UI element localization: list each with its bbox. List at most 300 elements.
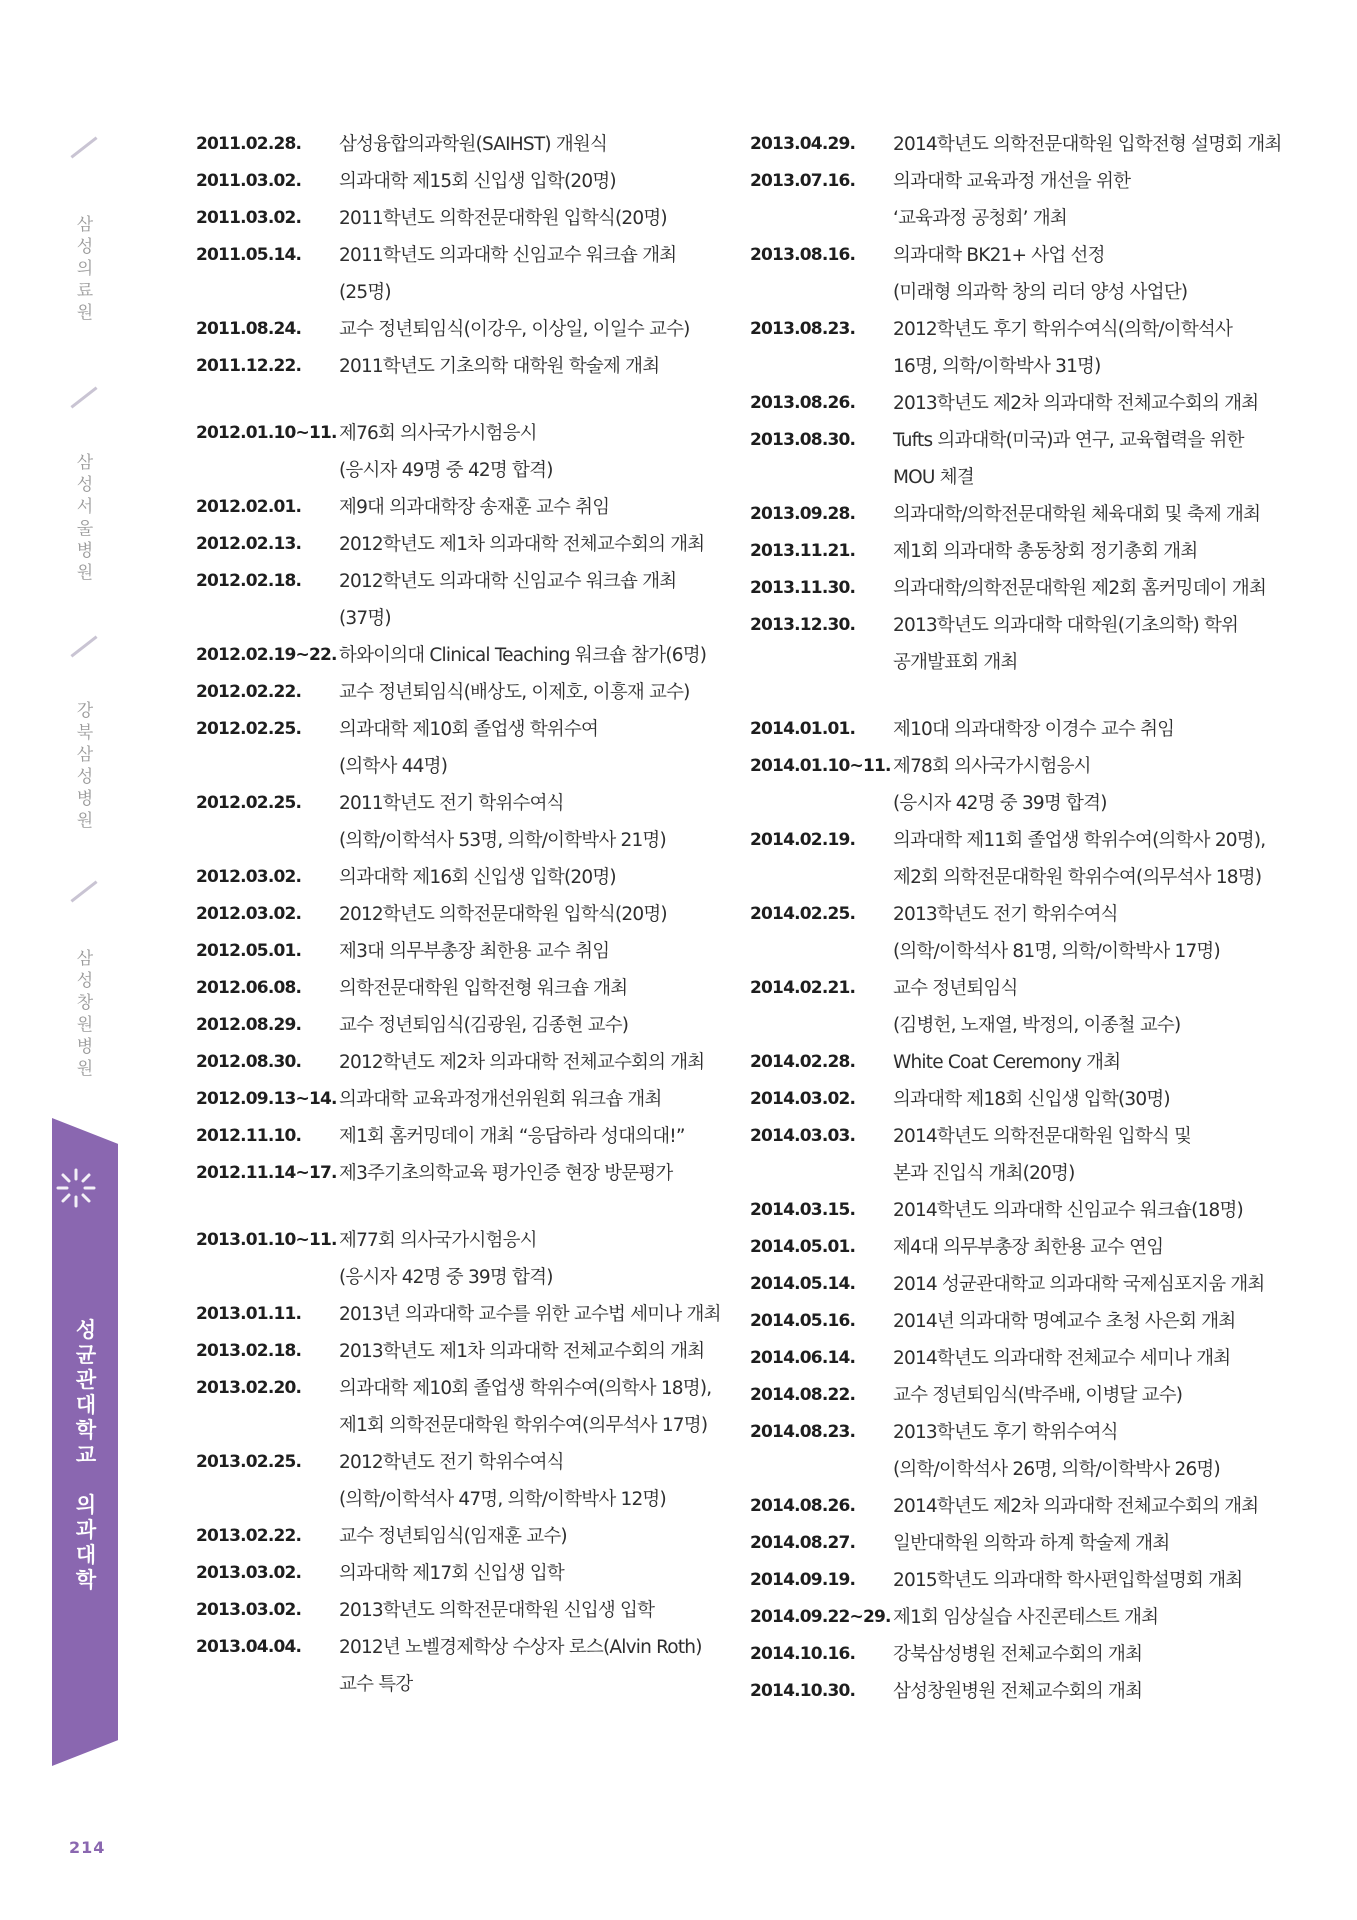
entry-description-line: 본과 진입식 개최(20명) <box>893 1163 1075 1184</box>
active-side-tab-label <box>70 1318 102 1593</box>
entry-description-line: 강북삼성병원 전체교수회의 개최 <box>893 1644 1143 1665</box>
entry-date: 2014.02.21. <box>750 978 856 998</box>
timeline-entry <box>196 1370 726 1444</box>
timeline-entry <box>196 1222 726 1296</box>
entry-description-line: 의과대학 제16회 신입생 입학(20명) <box>339 867 616 888</box>
entry-date: 2014.03.03. <box>750 1126 856 1146</box>
entry-description <box>339 1118 726 1155</box>
entry-date: 2013.11.21. <box>750 541 856 561</box>
side-tab-kangbuk-samsung-hospital[interactable] <box>73 700 97 832</box>
timeline-entry <box>196 348 726 385</box>
vertical-char: 료 <box>76 281 94 301</box>
entry-description-line: 제78회 의사국가시험응시 <box>893 756 1091 777</box>
entry-date: 2013.03.02. <box>196 1600 302 1620</box>
entry-description <box>339 896 726 933</box>
entry-description-line: 2012학년도 제1차 의과대학 전체교수회의 개최 <box>339 534 705 555</box>
entry-description <box>339 1007 726 1044</box>
timeline-entry <box>196 711 726 785</box>
timeline-entry <box>196 1118 726 1155</box>
entry-date: 2014.05.01. <box>750 1237 856 1257</box>
entry-description <box>893 1081 1280 1118</box>
entry-description <box>339 933 726 970</box>
entry-description-line: 2014학년도 의과대학 전체교수 세미나 개최 <box>893 1348 1231 1369</box>
entry-description-line: 하와이의대 Clinical Teaching 워크숍 참가(6명) <box>339 645 707 666</box>
entry-date: 2014.08.26. <box>750 1496 856 1516</box>
entry-description <box>893 607 1280 681</box>
entry-description-line: 의과대학 제11회 졸업생 학위수여(의학사 20명), <box>893 830 1266 851</box>
timeline-entry <box>196 126 726 163</box>
timeline-entry <box>196 489 726 526</box>
entry-description <box>893 1414 1280 1488</box>
entry-description-line: 2013년 의과대학 교수를 위한 교수법 세미나 개최 <box>339 1304 721 1325</box>
timeline-entry <box>196 1444 726 1518</box>
entry-description-line: 2013학년도 의학전문대학원 신입생 입학 <box>339 1600 655 1621</box>
entry-description-line: 제3대 의무부총장 최한용 교수 취임 <box>339 941 610 962</box>
timeline-entry <box>196 1555 726 1592</box>
entry-description <box>339 1592 726 1629</box>
entry-date: 2014.08.23. <box>750 1422 856 1442</box>
vertical-char: 균 <box>75 1343 97 1367</box>
entry-description <box>893 1673 1280 1710</box>
timeline-entry <box>196 563 726 637</box>
timeline-entry <box>196 1592 726 1629</box>
entry-description <box>339 859 726 896</box>
entry-date: 2011.12.22. <box>196 356 302 376</box>
entry-description-line: 2013학년도 후기 학위수여식 <box>893 1422 1118 1443</box>
vertical-char: 성 <box>75 1318 97 1342</box>
divider-slash-4 <box>70 880 97 902</box>
timeline-entry <box>196 1007 726 1044</box>
entry-description <box>339 200 726 237</box>
entry-description-line: 2011학년도 전기 학위수여식 <box>339 793 564 814</box>
entry-date: 2013.01.10~11. <box>196 1230 337 1250</box>
entry-description <box>893 1340 1280 1377</box>
entry-date: 2013.04.29. <box>750 134 856 154</box>
timeline-entry <box>196 637 726 674</box>
timeline-left-column <box>196 126 726 1703</box>
entry-date: 2013.11.30. <box>750 578 856 598</box>
timeline-entry <box>750 533 1280 570</box>
entry-description <box>339 785 726 859</box>
vertical-char: 대 <box>75 1543 97 1567</box>
entry-description-line: 제76회 의사국가시험응시 <box>339 423 537 444</box>
entry-date: 2013.09.28. <box>750 504 856 524</box>
entry-description <box>339 1296 726 1333</box>
vertical-char: 성 <box>76 237 94 257</box>
vertical-char: 삼 <box>76 215 94 235</box>
entry-description <box>893 1599 1280 1636</box>
vertical-char: 성 <box>76 767 94 787</box>
side-tab-samsung-changwon-hospital[interactable] <box>73 948 97 1080</box>
entry-description-line: (응시자 49명 중 42명 합격) <box>339 460 553 481</box>
entry-date: 2014.10.30. <box>750 1681 856 1701</box>
vertical-char <box>70 1468 102 1493</box>
vertical-char: 대 <box>75 1393 97 1417</box>
timeline-entry <box>196 785 726 859</box>
entry-date: 2012.09.13~14. <box>196 1089 337 1109</box>
entry-description-line: 2012학년도 후기 학위수여식(의학/이학석사 <box>893 319 1233 340</box>
entry-description-line: Tufts 의과대학(미국)과 연구, 교육협력을 위한 <box>893 430 1244 451</box>
entry-date: 2011.05.14. <box>196 245 302 265</box>
side-tab-samsung-seoul-hospital[interactable] <box>73 452 97 584</box>
entry-description-line: 2014년 의과대학 명예교수 초청 사은회 개최 <box>893 1311 1236 1332</box>
entry-description-line: 일반대학원 의학과 하계 학술제 개최 <box>893 1533 1170 1554</box>
vertical-char: 병 <box>76 1037 94 1057</box>
timeline-right-column <box>750 126 1280 1710</box>
entry-description-line: 교수 정년퇴임식(김광원, 김종현 교수) <box>339 1015 629 1036</box>
entry-date: 2012.03.02. <box>196 904 302 924</box>
timeline-entry <box>750 311 1280 385</box>
timeline-entry <box>750 1266 1280 1303</box>
timeline-entry <box>750 1636 1280 1673</box>
entry-description-line: 교수 특강 <box>339 1674 413 1695</box>
burst-icon <box>56 1168 96 1208</box>
entry-date: 2013.02.18. <box>196 1341 302 1361</box>
entry-date: 2014.08.22. <box>750 1385 856 1405</box>
timeline-entry <box>196 859 726 896</box>
entry-description <box>893 163 1280 237</box>
entry-description-line: 2012학년도 의학전문대학원 입학식(20명) <box>339 904 667 925</box>
entry-description-line: 2014학년도 의학전문대학원 입학전형 설명회 개최 <box>893 134 1282 155</box>
entry-description-line: 2015학년도 의과대학 학사편입학설명회 개최 <box>893 1570 1243 1591</box>
entry-description-line: 의과대학 제17회 신입생 입학 <box>339 1563 564 1584</box>
entry-description <box>893 970 1280 1044</box>
timeline-entry <box>750 1340 1280 1377</box>
entry-description-line: 16명, 의학/이학박사 31명) <box>893 356 1101 377</box>
entry-description-line: 제9대 의과대학장 송재훈 교수 취임 <box>339 497 610 518</box>
vertical-char: 성 <box>76 475 94 495</box>
entry-description <box>339 1370 726 1444</box>
timeline-entry <box>196 163 726 200</box>
timeline-entry <box>750 1192 1280 1229</box>
timeline-entry <box>196 933 726 970</box>
entry-description-line: 공개발표회 개최 <box>893 652 1018 673</box>
entry-date: 2012.11.10. <box>196 1126 302 1146</box>
entry-description <box>339 563 726 637</box>
timeline-entry <box>750 1562 1280 1599</box>
entry-description <box>893 748 1280 822</box>
entry-description <box>339 1081 726 1118</box>
timeline-entry <box>750 1377 1280 1414</box>
entry-description <box>339 711 726 785</box>
vertical-char: 관 <box>75 1368 97 1392</box>
entry-date: 2014.05.16. <box>750 1311 856 1331</box>
entry-description <box>893 896 1280 970</box>
entry-date: 2012.02.22. <box>196 682 302 702</box>
entry-description-line: (미래형 의과학 창의 리더 양성 사업단) <box>893 282 1188 303</box>
entry-date: 2012.01.10~11. <box>196 423 337 443</box>
entry-description-line: 제1회 의학전문대학원 학위수여(의무석사 17명) <box>339 1415 708 1436</box>
timeline-entry <box>750 970 1280 1044</box>
timeline-entry <box>196 1333 726 1370</box>
entry-date: 2013.04.04. <box>196 1637 302 1657</box>
entry-description-line: 제3주기초의학교육 평가인증 현장 방문평가 <box>339 1163 673 1184</box>
vertical-char: 과 <box>75 1518 97 1542</box>
entry-description-line: 2014학년도 제2차 의과대학 전체교수회의 개최 <box>893 1496 1259 1517</box>
entry-description <box>893 570 1280 607</box>
timeline-entry <box>196 237 726 311</box>
entry-date: 2014.10.16. <box>750 1644 856 1664</box>
entry-date: 2014.08.27. <box>750 1533 856 1553</box>
timeline-entry <box>750 1081 1280 1118</box>
entry-date: 2013.08.16. <box>750 245 856 265</box>
vertical-char: 원 <box>76 1015 94 1035</box>
entry-description <box>339 1629 726 1703</box>
entry-description-line: 의과대학 제15회 신입생 입학(20명) <box>339 171 616 192</box>
entry-description-line: 2014학년도 의학전문대학원 입학식 및 <box>893 1126 1192 1147</box>
entry-description <box>893 1044 1280 1081</box>
timeline-entry <box>750 1599 1280 1636</box>
side-tab-samsung-medical-center[interactable] <box>73 214 97 324</box>
entry-description <box>339 1222 726 1296</box>
entry-date: 2012.03.02. <box>196 867 302 887</box>
entry-date: 2012.02.25. <box>196 793 302 813</box>
entry-description <box>339 348 726 385</box>
entry-description-line: 교수 정년퇴임식(박주배, 이병달 교수) <box>893 1385 1183 1406</box>
timeline-entry <box>196 1155 726 1192</box>
entry-description <box>893 711 1280 748</box>
entry-description-line: 의학전문대학원 입학전형 워크숍 개최 <box>339 978 628 999</box>
year-gap <box>750 681 1280 711</box>
vertical-char: 의 <box>75 1493 97 1517</box>
entry-description-line: 제1회 의과대학 총동창회 정기총회 개최 <box>893 541 1198 562</box>
vertical-char: 교 <box>75 1443 97 1467</box>
entry-description-line: 의과대학 교육과정 개선을 위한 <box>893 171 1131 192</box>
entry-description-line: 교수 정년퇴임식(임재훈 교수) <box>339 1526 567 1547</box>
entry-description-line: 의과대학/의학전문대학원 제2회 홈커밍데이 개최 <box>893 578 1267 599</box>
entry-description-line: 2013학년도 제1차 의과대학 전체교수회의 개최 <box>339 1341 705 1362</box>
entry-description-line: 교수 정년퇴임식(배상도, 이제호, 이흥재 교수) <box>339 682 690 703</box>
entry-description <box>893 1303 1280 1340</box>
entry-date: 2011.03.02. <box>196 208 302 228</box>
entry-description <box>339 489 726 526</box>
entry-description-line: 2012학년도 의과대학 신임교수 워크숍 개최 <box>339 571 677 592</box>
vertical-char: 삼 <box>76 949 94 969</box>
timeline-entry <box>750 1488 1280 1525</box>
entry-description <box>339 970 726 1007</box>
entry-description <box>893 1525 1280 1562</box>
entry-description-line: 삼성창원병원 전체교수회의 개최 <box>893 1681 1143 1702</box>
vertical-char: 북 <box>76 723 94 743</box>
entry-description-line: 의과대학 BK21+ 사업 선정 <box>893 245 1105 266</box>
timeline-entry <box>196 1044 726 1081</box>
divider-slash-1 <box>70 136 97 158</box>
entry-date: 2012.08.30. <box>196 1052 302 1072</box>
entry-date: 2013.08.23. <box>750 319 856 339</box>
timeline-entry <box>750 1118 1280 1192</box>
entry-date: 2013.02.20. <box>196 1378 302 1398</box>
entry-date: 2011.02.28. <box>196 134 302 154</box>
entry-date: 2013.03.02. <box>196 1563 302 1583</box>
timeline-entry <box>750 163 1280 237</box>
entry-description-line: 2012학년도 제2차 의과대학 전체교수회의 개최 <box>339 1052 705 1073</box>
entry-date: 2012.02.19~22. <box>196 645 337 665</box>
entry-description-line: 2013학년도 의과대학 대학원(기초의학) 학위 <box>893 615 1239 636</box>
vertical-char: 강 <box>76 701 94 721</box>
vertical-char: 울 <box>76 519 94 539</box>
entry-description-line: 교수 정년퇴임식(이강우, 이상일, 이일수 교수) <box>339 319 690 340</box>
vertical-char: 삼 <box>76 453 94 473</box>
entry-description <box>893 1636 1280 1673</box>
entry-date: 2014.02.28. <box>750 1052 856 1072</box>
entry-description <box>339 637 726 674</box>
entry-description <box>893 1229 1280 1266</box>
entry-date: 2012.02.25. <box>196 719 302 739</box>
entry-description-line: 제4대 의무부총장 최한용 교수 연임 <box>893 1237 1164 1258</box>
timeline-entry <box>750 237 1280 311</box>
entry-date: 2012.11.14~17. <box>196 1163 337 1183</box>
entry-description <box>893 126 1282 163</box>
timeline-entry <box>750 711 1280 748</box>
entry-date: 2014.03.02. <box>750 1089 856 1109</box>
entry-description <box>893 1192 1280 1229</box>
entry-description <box>339 1333 726 1370</box>
timeline-entry <box>750 822 1280 896</box>
entry-date: 2014.02.19. <box>750 830 856 850</box>
entry-description <box>893 533 1280 570</box>
entry-description <box>339 1155 726 1192</box>
entry-description-line: 제1회 홈커밍데이 개최 “응답하라 성대의대!” <box>339 1126 685 1147</box>
entry-description <box>339 526 726 563</box>
entry-date: 2013.07.16. <box>750 171 856 191</box>
entry-date: 2011.03.02. <box>196 171 302 191</box>
entry-description-line: 2012학년도 전기 학위수여식 <box>339 1452 564 1473</box>
timeline-entry <box>196 200 726 237</box>
vertical-char: 창 <box>76 993 94 1013</box>
timeline-entry <box>750 1414 1280 1488</box>
entry-description <box>893 422 1280 496</box>
entry-description-line: MOU 체결 <box>893 467 974 488</box>
vertical-char: 원 <box>76 303 94 323</box>
vertical-char: 원 <box>76 1059 94 1079</box>
entry-date: 2013.02.25. <box>196 1452 302 1472</box>
entry-description-line: 2011학년도 의학전문대학원 입학식(20명) <box>339 208 667 229</box>
entry-description-line: 의과대학 제18회 신입생 입학(30명) <box>893 1089 1170 1110</box>
entry-description <box>339 163 726 200</box>
timeline-entry <box>750 1044 1280 1081</box>
timeline-entry <box>750 748 1280 822</box>
entry-date: 2013.08.26. <box>750 393 856 413</box>
timeline-entry <box>750 570 1280 607</box>
timeline-entry <box>750 385 1280 422</box>
timeline-entry <box>196 1518 726 1555</box>
entry-description-line: 2013학년도 제2차 의과대학 전체교수회의 개최 <box>893 393 1259 414</box>
entry-description-line: (의학사 44명) <box>339 756 448 777</box>
timeline-entry <box>750 607 1280 681</box>
entry-date: 2013.12.30. <box>750 615 856 635</box>
entry-description-line: (의학/이학석사 81명, 의학/이학박사 17명) <box>893 941 1220 962</box>
vertical-char: 학 <box>75 1418 97 1442</box>
entry-description-line: ‘교육과정 공청회’ 개최 <box>893 208 1067 229</box>
timeline-entry <box>750 422 1280 496</box>
entry-description-line: (의학/이학석사 53명, 의학/이학박사 21명) <box>339 830 666 851</box>
entry-description <box>339 1555 726 1592</box>
entry-description-line: 2012년 노벨경제학상 수상자 로스(Alvin Roth) <box>339 1637 702 1658</box>
entry-description-line: 2011학년도 의과대학 신임교수 워크숍 개최 <box>339 245 677 266</box>
vertical-char: 병 <box>76 789 94 809</box>
entry-description <box>339 1444 726 1518</box>
entry-description-line: 제1회 임상실습 사진콘테스트 개최 <box>893 1607 1159 1628</box>
year-gap <box>196 1192 726 1222</box>
timeline-entry <box>196 1081 726 1118</box>
entry-description-line: (25명) <box>339 282 391 303</box>
entry-date: 2014.03.15. <box>750 1200 856 1220</box>
entry-description-line: (응시자 42명 중 39명 합격) <box>339 1267 553 1288</box>
entry-description <box>339 415 726 489</box>
entry-description-line: 의과대학 제10회 졸업생 학위수여 <box>339 719 599 740</box>
entry-description-line: (김병헌, 노재열, 박정의, 이종철 교수) <box>893 1015 1181 1036</box>
entry-description <box>339 674 726 711</box>
timeline-entry <box>196 526 726 563</box>
vertical-char: 원 <box>76 811 94 831</box>
timeline-entry <box>196 1629 726 1703</box>
timeline-entry <box>750 1303 1280 1340</box>
entry-description <box>893 1266 1280 1303</box>
entry-description <box>339 311 726 348</box>
vertical-char: 의 <box>76 259 94 279</box>
vertical-char: 병 <box>76 541 94 561</box>
entry-description-line: (응시자 42명 중 39명 합격) <box>893 793 1107 814</box>
entry-description-line: 삼성융합의과학원(SAIHST) 개원식 <box>339 134 608 155</box>
entry-date: 2012.06.08. <box>196 978 302 998</box>
entry-date: 2014.02.25. <box>750 904 856 924</box>
entry-date: 2011.08.24. <box>196 319 302 339</box>
entry-description-line: (의학/이학석사 47명, 의학/이학박사 12명) <box>339 1489 666 1510</box>
vertical-char: 서 <box>76 497 94 517</box>
entry-description <box>339 1044 726 1081</box>
entry-date: 2013.02.22. <box>196 1526 302 1546</box>
entry-description-line: 교수 정년퇴임식 <box>893 978 1018 999</box>
entry-date: 2012.02.18. <box>196 571 302 591</box>
year-gap <box>196 385 726 415</box>
entry-date: 2013.01.11. <box>196 1304 302 1324</box>
entry-description <box>339 237 726 311</box>
entry-date: 2012.08.29. <box>196 1015 302 1035</box>
entry-date: 2014.01.10~11. <box>750 756 891 776</box>
timeline-entry <box>196 1296 726 1333</box>
entry-description-line: 2014학년도 의과대학 신임교수 워크숍(18명) <box>893 1200 1243 1221</box>
entry-description <box>893 385 1280 422</box>
timeline-entry <box>750 496 1280 533</box>
entry-description-line: 2011학년도 기초의학 대학원 학술제 개최 <box>339 356 660 377</box>
vertical-char: 원 <box>76 563 94 583</box>
entry-date: 2012.05.01. <box>196 941 302 961</box>
entry-date: 2014.01.01. <box>750 719 856 739</box>
timeline-entry <box>750 1525 1280 1562</box>
entry-description-line: 의과대학/의학전문대학원 체육대회 및 축제 개최 <box>893 504 1261 525</box>
entry-description-line: 의과대학 제10회 졸업생 학위수여(의학사 18명), <box>339 1378 712 1399</box>
entry-description <box>893 1488 1280 1525</box>
entry-description-line: 의과대학 교육과정개선위원회 워크숍 개최 <box>339 1089 662 1110</box>
entry-description-line: 제77회 의사국가시험응시 <box>339 1230 537 1251</box>
entry-description-line: 제2회 의학전문대학원 학위수여(의무석사 18명) <box>893 867 1262 888</box>
entry-date: 2012.02.01. <box>196 497 302 517</box>
timeline-entry <box>196 970 726 1007</box>
timeline-entry <box>750 1673 1280 1710</box>
vertical-char: 삼 <box>76 745 94 765</box>
entry-date: 2014.09.22~29. <box>750 1607 891 1627</box>
entry-description <box>893 1118 1280 1192</box>
entry-description-line: (의학/이학석사 26명, 의학/이학박사 26명) <box>893 1459 1220 1480</box>
page-number: 214 <box>69 1838 106 1857</box>
entry-description-line: (37명) <box>339 608 391 629</box>
timeline-entry <box>750 896 1280 970</box>
timeline-entry <box>196 311 726 348</box>
timeline-entry <box>196 674 726 711</box>
divider-slash-2 <box>70 386 97 408</box>
entry-date: 2012.02.13. <box>196 534 302 554</box>
entry-date: 2014.09.19. <box>750 1570 856 1590</box>
